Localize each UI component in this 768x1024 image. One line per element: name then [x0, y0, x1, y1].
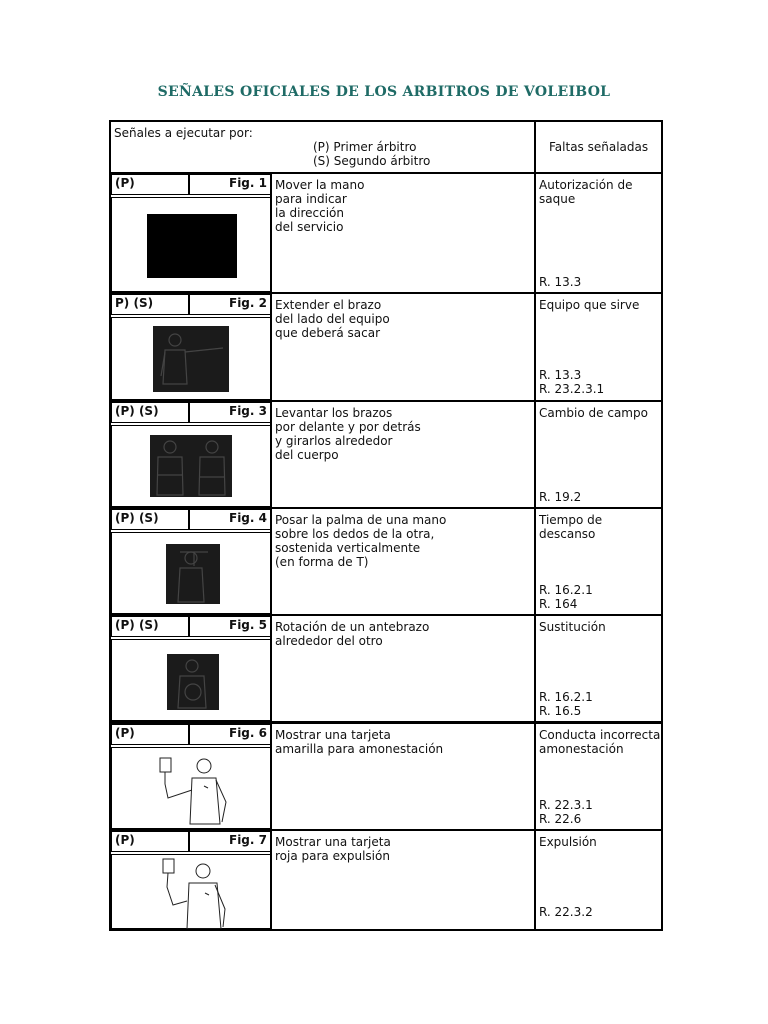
row-6-fault: Conducta incorrecta amonestación: [539, 728, 661, 756]
header-signals-label: Señales a ejecutar por:: [114, 126, 253, 140]
row-1-fault: Autorización de saque: [539, 178, 633, 206]
row-6-code: (P): [111, 724, 189, 745]
signal-figure-3: [150, 435, 232, 497]
row-3-fig-label: Fig. 3: [189, 402, 271, 423]
signals-table: [109, 120, 663, 931]
row-5-description: Rotación de un antebrazo alrededor del otro: [275, 620, 430, 648]
row-7-fault: Expulsión: [539, 835, 597, 849]
row-3-figure: [111, 425, 271, 507]
row-7-figure: [111, 854, 271, 929]
row-6-fig-label: Fig. 6: [189, 724, 271, 745]
row-2-rule-ref: R. 13.3 R. 23.2.3.1: [539, 368, 605, 396]
row-5-rule-ref: R. 16.2.1 R. 16.5: [539, 690, 593, 718]
row-4-fig-label: Fig. 4: [189, 509, 271, 530]
signal-figure-2: [153, 326, 229, 392]
row-1-fig-label: Fig. 1: [189, 174, 271, 195]
row-3-rule-ref: R. 19.2: [539, 490, 582, 504]
row-4-fault: Tiempo de descanso: [539, 513, 603, 541]
row-1-description: Mover la mano para indicar la dirección del servicio: [275, 178, 365, 234]
header-secondary-referee: (S) Segundo árbitro: [313, 154, 431, 168]
row-4-code: (P) (S): [111, 509, 189, 530]
row-1-code: (P): [111, 174, 189, 195]
row-6-description: Mostrar una tarjeta amarilla para amonestación: [275, 728, 444, 756]
row-4-rule-ref: R. 16.2.1 R. 164: [539, 583, 593, 611]
row-5-fault: Sustitución: [539, 620, 606, 634]
row-2-code: P) (S): [111, 294, 189, 315]
row-3-code: (P) (S): [111, 402, 189, 423]
row-5-fig-label: Fig. 5: [189, 616, 271, 637]
header-primary-referee: (P) Primer árbitro: [313, 140, 417, 154]
signal-figure-4: [166, 544, 220, 604]
row-3-fault: Cambio de campo: [539, 406, 648, 420]
row-7-fig-label: Fig. 7: [189, 831, 271, 852]
column-divider: [534, 122, 536, 929]
header-faults-label: Faltas señaladas: [549, 140, 649, 154]
row-7-rule-ref: R. 22.3.2: [539, 905, 593, 919]
row-4-figure: [111, 532, 271, 614]
row-7-description: Mostrar una tarjeta roja para expulsión: [275, 835, 391, 863]
signal-figure-1: [147, 214, 237, 278]
row-6-rule-ref: R. 22.3.1 R. 22.6: [539, 798, 593, 826]
page-title: SEÑALES OFICIALES DE LOS ARBITROS DE VOLEIBOL: [157, 84, 611, 100]
signal-figure-7: [157, 857, 237, 929]
signal-figure-6: [152, 752, 242, 826]
row-1-figure: [111, 197, 271, 292]
row-1-rule-ref: R. 13.3: [539, 275, 582, 289]
row-6-figure: [111, 747, 271, 829]
row-2-fig-label: Fig. 2: [189, 294, 271, 315]
row-2-fault: Equipo que sirve: [539, 298, 640, 312]
row-2-description: Extender el brazo del lado del equipo que deberá sacar: [275, 298, 390, 340]
row-3-description: Levantar los brazos por delante y por detrás y girarlos alrededor del cuerpo: [275, 406, 421, 462]
signal-figure-5: [167, 654, 219, 710]
row-7-code: (P): [111, 831, 189, 852]
row-5-figure: [111, 639, 271, 721]
row-4-description: Posar la palma de una mano sobre los dedos de la otra, sostenida verticalmente (en forma de T): [275, 513, 447, 569]
row-5-code: (P) (S): [111, 616, 189, 637]
row-2-figure: [111, 317, 271, 400]
